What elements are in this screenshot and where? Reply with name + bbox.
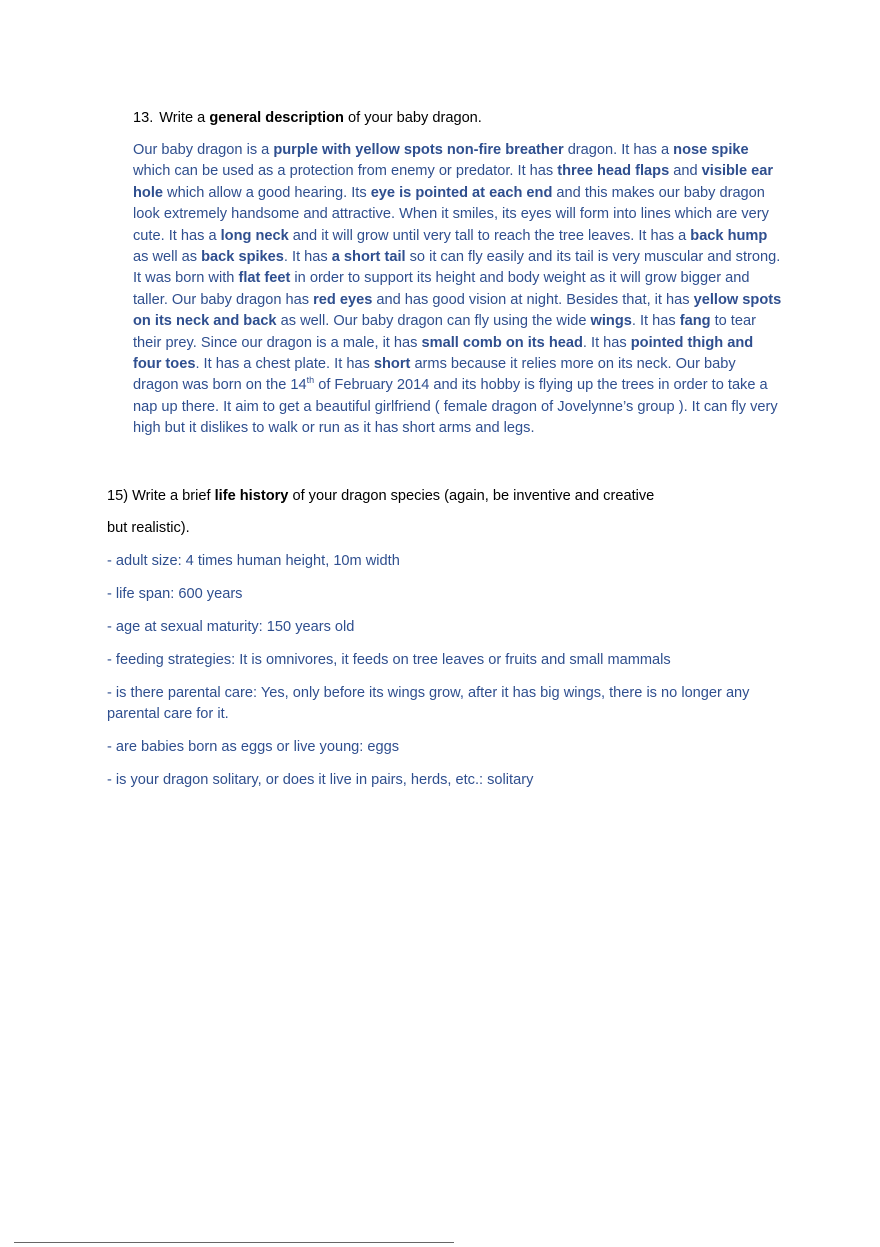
bold-phrase: fang [679, 313, 711, 330]
text-run: so it can fly easily and its tail is very muscular and strong. It was born with [133, 249, 781, 287]
text-run: in order to support its height and body weight as it will grow bigger and taller. Our baby dragon has [133, 270, 750, 308]
list-item: - life span: 600 years [107, 586, 243, 602]
text-run: as well. Our baby dragon can fly using the wide [276, 313, 591, 330]
question-prefix: Write a [159, 110, 210, 126]
list-item: - age at sexual maturity: 150 years old [107, 619, 355, 635]
bold-phrase: a short tail [331, 249, 406, 266]
text-run: arms because it relies more on its neck. Our baby dragon was born on the 14 [133, 356, 736, 394]
bold-phrase: pointed thigh and four toes [133, 334, 754, 373]
bold-phrase: short [373, 356, 411, 373]
answer-13-paragraph [133, 140, 783, 440]
text-run: and [669, 163, 702, 180]
text-run: and it will grow until very tall to reach the tree leaves. It has a [288, 227, 691, 244]
list-item: - are babies born as eggs or live young: eggs [107, 739, 400, 755]
text-run: dragon. It has a [563, 142, 674, 158]
bold-phrase: long neck [220, 227, 289, 244]
bold-phrase: small comb on its head [421, 334, 583, 351]
text-run: which allow a good hearing. Its [163, 184, 371, 201]
question-prefix: 15) Write a brief [107, 488, 215, 504]
bold-phrase: purple with yellow spots non-fire breather [273, 142, 564, 158]
list-item: - adult size: 4 times human height, 10m width [107, 553, 400, 569]
question-13 [133, 108, 793, 128]
question-15 [107, 486, 787, 538]
text-run: of February 2014 and its hobby is flying up the trees in order to take a nap up there. It aim to get a beautiful girlfriend ( female dragon of Jovelynne’s group ). It can fly very high but it dislikes to walk or run as it has short arms and legs. [133, 377, 778, 437]
question-bold-term: life history [214, 488, 289, 504]
bold-phrase: visible ear hole [133, 163, 774, 201]
life-history-list [107, 551, 787, 803]
bold-phrase: three head flaps [557, 163, 670, 180]
text-run: . It has a chest plate. It has [195, 356, 374, 373]
list-item: - is there parental care: Yes, only before its wings grow, after it has big wings, there is no longer any parental care for it. [107, 685, 750, 722]
bold-phrase: back spikes [201, 249, 284, 266]
text-run: to tear their prey. Since our dragon is a male, it has [133, 313, 756, 351]
text-run: and has good vision at night. Besides that, it has [372, 291, 694, 308]
text-run: as well as [133, 249, 202, 266]
question-bold-term: general description [209, 110, 344, 126]
bold-phrase: red eyes [313, 291, 373, 308]
text-run: Our baby dragon is a [133, 142, 274, 158]
question-suffix: of your dragon species (again, be inventive and creative [288, 488, 655, 504]
bold-phrase: back hump [690, 227, 768, 244]
list-item: - feeding strategies: It is omnivores, it feeds on tree leaves or fruits and small mammals [107, 652, 671, 668]
bold-phrase: wings [590, 313, 632, 330]
superscript: th [306, 375, 315, 386]
question-continuation: but realistic). [107, 520, 190, 536]
list-item: - is your dragon solitary, or does it live in pairs, herds, etc.: solitary [107, 772, 534, 788]
text-run: . It has [283, 249, 332, 266]
bold-phrase: nose spike [673, 142, 749, 158]
text-run: and this makes our baby dragon look extremely handsome and attractive. When it smiles, its eyes will form into lines which are very cute. It has a [133, 184, 769, 244]
bold-phrase: flat feet [238, 270, 291, 287]
text-run: . It has [631, 313, 680, 330]
bold-phrase: yellow spots on its neck and back [133, 291, 782, 330]
question-number: 13. [133, 110, 154, 126]
text-run: which can be used as a protection from enemy or predator. It has [133, 163, 558, 180]
question-suffix: of your baby dragon. [343, 110, 482, 126]
text-run: . It has [582, 334, 631, 351]
bold-phrase: eye is pointed at each end [370, 184, 553, 201]
footer-divider [14, 1242, 454, 1243]
